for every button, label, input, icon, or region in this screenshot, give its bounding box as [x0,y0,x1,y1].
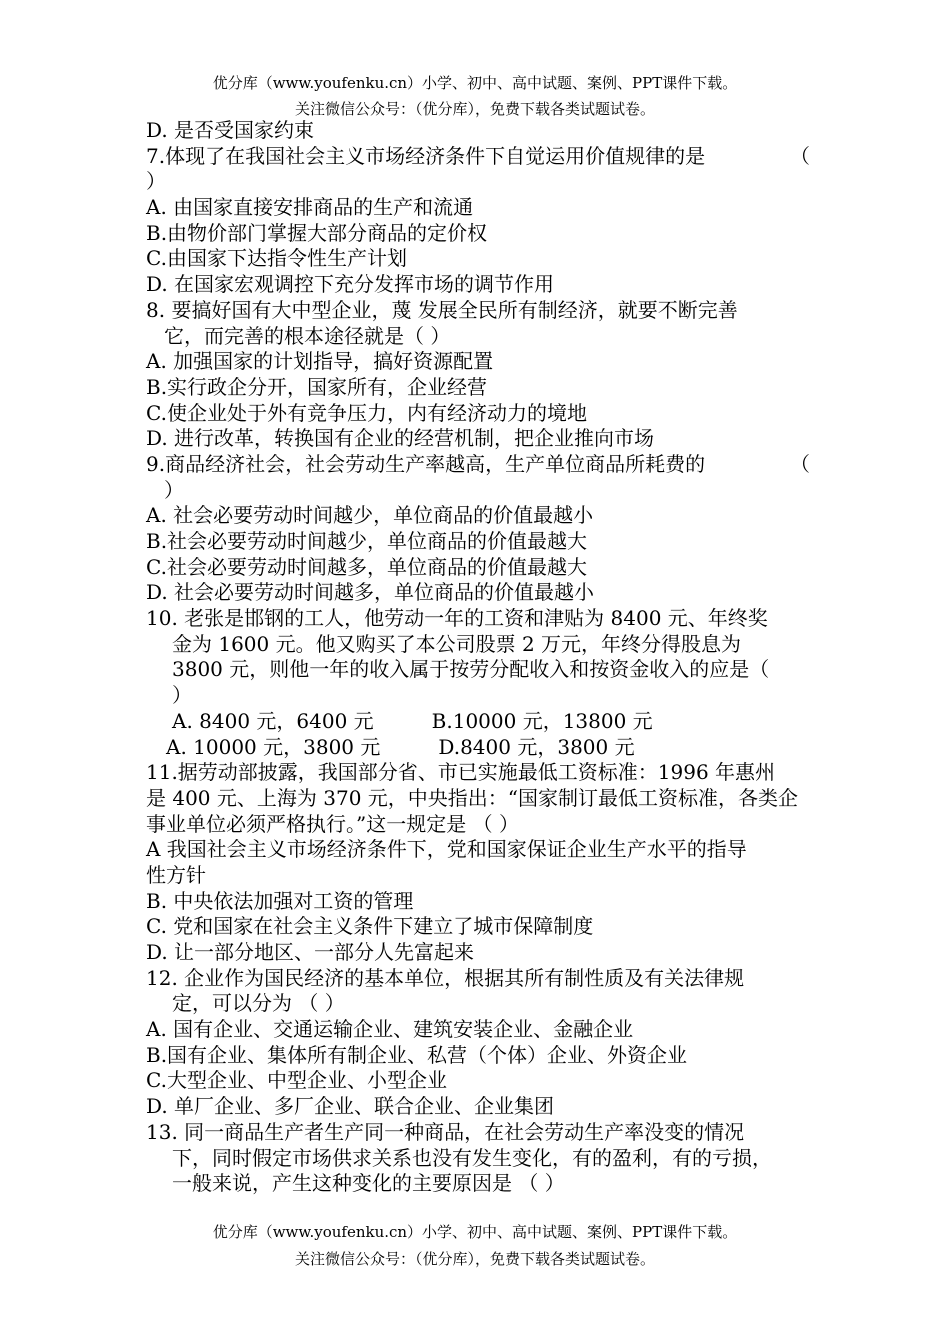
q10-stem-line1: 10. 老张是邯钢的工人，他劳动一年的工资和津贴为 8400 元、年终奖 [146,606,768,631]
document-body [146,118,810,1197]
q7-stem-row [146,144,810,170]
q7-paren-open: （ [790,143,810,168]
q13-stem-line1: 13. 同一商品生产者生产同一种商品，在社会劳动生产率没变的情况 [146,1119,745,1144]
q12-stem-line1: 12. 企业作为国民经济的基本单位，根据其所有制性质及有关法律规 [146,965,745,990]
page-header-line1: 优分库（www.youfenku.cn）小学、初中、高中试题、案例、PPT课件下载。 [212,74,738,92]
q8-option-d: D. 进行改革，转换国有企业的经营机制，把企业推向市场 [146,426,655,451]
q11-option-a-line2: 性方针 [146,862,206,887]
q10-option-c: A. 10000 元，3800 元 [166,734,381,759]
q11-stem-line3: 事业单位必须严格执行。”这一规定是 （ ） [146,811,519,836]
q8-stem-line2: 它，而完善的根本途径就是（ ） [164,323,451,348]
page-header-line2: 关注微信公众号：（优分库），免费下载各类试题试卷。 [294,100,655,118]
q8-option-b: B.实行政企分开，国家所有，企业经营 [146,374,488,399]
q12-option-c: C.大型企业、中型企业、小型企业 [146,1068,447,1093]
q9-option-b: B.社会必要劳动时间越少，单位商品的价值最越大 [146,529,588,553]
q7-option-d: D. 在国家宏观调控下充分发挥市场的调节作用 [146,272,555,297]
q9-paren-open: （ [790,451,810,476]
q7-option-c: C.由国家下达指令性生产计划 [146,246,407,271]
q11-option-c: C. 党和国家在社会主义条件下建立了城市保障制度 [146,914,594,939]
q9-option-a: A. 社会必要劳动时间越少，单位商品的价值最越小 [146,503,594,528]
q10-option-b: B.10000 元，13800 元 [431,708,653,733]
q9-stem: 9.商品经济社会，社会劳动生产率越高，生产单位商品所耗费的 [146,451,706,476]
q12-option-a: A. 国有企业、交通运输企业、建筑安装企业、金融企业 [146,1017,634,1042]
q7-paren-close: ） [146,169,166,194]
q9-paren-close: ） [164,477,184,502]
q13-stem-line3: 一般来说，产生这种变化的主要原因是 （ ） [172,1171,565,1196]
q9-option-d: D. 社会必要劳动时间越多，单位商品的价值最越小 [146,580,595,605]
q10-option-d: D.8400 元，3800 元 [438,734,635,759]
q12-option-b: B.国有企业、集体所有制企业、私营（个体）企业、外资企业 [146,1042,688,1067]
q10-options-row2 [146,735,810,761]
q9-option-c: C.社会必要劳动时间越多，单位商品的价值最越大 [146,554,587,579]
q12-stem-line2: 定，可以分为 （ ） [172,991,345,1016]
page-footer-line1: 优分库（www.youfenku.cn）小学、初中、高中试题、案例、PPT课件下载。 [212,1223,738,1241]
q8-stem-line1: 8. 要搞好国有大中型企业，蔑 发展全民所有制经济，就要不断完善 [146,297,738,322]
q8-option-c: C.使企业处于外有竞争压力，内有经济动力的境地 [146,400,587,425]
q12-option-d: D. 单厂企业、多厂企业、联合企业、企业集团 [146,1094,555,1119]
q9-stem-row [146,452,810,478]
q7-option-b: B.由物价部门掌握大部分商品的定价权 [146,220,488,245]
q7-option-a: A. 由国家直接安排商品的生产和流通 [146,195,474,220]
q6-option-d: D. 是否受国家约束 [146,118,315,142]
q11-stem-line2: 是 400 元、上海为 370 元，中央指出：“国家制订最低工资标准，各类企 [146,785,799,810]
q10-option-a: A. 8400 元，6400 元 [172,708,374,733]
q8-option-a: A. 加强国家的计划指导，搞好资源配置 [146,349,494,374]
q13-stem-line2: 下，同时假定市场供求关系也没有发生变化，有的盈利，有的亏损， [172,1145,772,1170]
page-footer-line2: 关注微信公众号：（优分库），免费下载各类试题试卷。 [294,1250,655,1268]
q10-stem-line4: ） [172,683,192,708]
q10-options-row1 [146,709,810,735]
q11-option-a-line1: A 我国社会主义市场经济条件下，党和国家保证企业生产水平的指导 [146,837,747,862]
q10-stem-line3: 3800 元，则他一年的收入属于按劳分配收入和按资金收入的应是（ [172,657,770,682]
q7-stem: 7.体现了在我国社会主义市场经济条件下自觉运用价值规律的是 [146,143,706,168]
q11-option-d: D. 让一部分地区、一部分人先富起来 [146,940,475,964]
q10-stem-line2: 金为 1600 元。他又购买了本公司股票 2 万元，年终分得股息为 [172,631,742,656]
q11-option-b: B. 中央依法加强对工资的管理 [146,888,414,913]
q11-stem-line1: 11.据劳动部披露，我国部分省、市已实施最低工资标准：1996 年惠州 [146,760,776,785]
